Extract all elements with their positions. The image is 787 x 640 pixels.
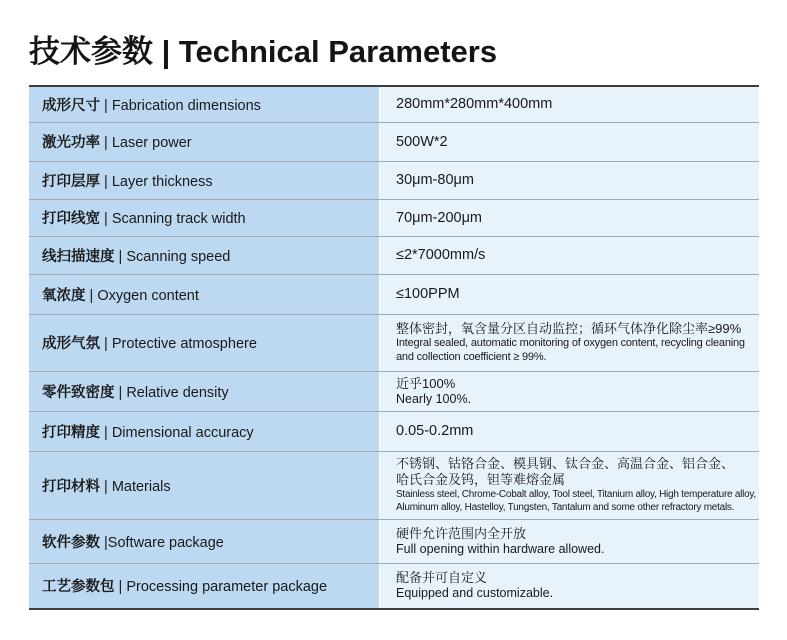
param-label — [29, 122, 380, 161]
table-row — [29, 314, 759, 371]
param-value: ≤100PPM — [380, 274, 760, 314]
table-row — [29, 563, 759, 609]
param-label — [29, 236, 380, 274]
table-row — [29, 451, 759, 519]
param-value — [380, 451, 760, 519]
param-label-en: | Scanning track width — [100, 211, 246, 227]
param-value — [380, 519, 760, 563]
param-label-zh: 成形气氛 — [42, 336, 100, 352]
param-value-zh: 近乎100% — [396, 375, 456, 391]
param-value: 0.05-0.2mm — [380, 411, 760, 451]
param-label — [29, 161, 380, 199]
param-label-zh: 打印线宽 — [42, 211, 100, 227]
param-label-en: | Laser power — [100, 135, 192, 151]
table-row — [29, 122, 759, 161]
param-label-en: |Software package — [100, 534, 224, 551]
table-row — [29, 161, 759, 199]
param-label-zh: 打印精度 — [42, 424, 100, 441]
param-label — [29, 199, 380, 236]
param-value: 500W*2 — [380, 122, 760, 161]
param-value-en: Integral sealed, automatic monitoring of oxygen content, recycling cleaning and collection coefficient ≥ 99%. — [396, 337, 745, 363]
param-value-en: Nearly 100%. — [396, 391, 472, 406]
param-value-zh: 整体密封，氧含量分区自动监控；循环气体净化除尘率≥99% — [396, 321, 742, 336]
param-label-zh: 工艺参数包 — [42, 579, 115, 596]
param-label-zh: 氧浓度 — [42, 287, 86, 304]
param-label-en: | Fabrication dimensions — [100, 97, 261, 114]
page-title: 技术参数 | Technical Parameters — [29, 34, 498, 69]
param-label-en: | Dimensional accuracy — [100, 424, 254, 441]
param-value-zh: 硬件允许范围内全开放 — [396, 525, 527, 541]
table-row — [29, 199, 759, 236]
param-value — [380, 563, 760, 609]
param-value — [380, 314, 760, 371]
param-label-zh: 成形尺寸 — [42, 97, 100, 114]
table-row — [29, 371, 759, 411]
table-row — [29, 86, 759, 122]
param-label — [29, 411, 380, 451]
param-label-en: | Oxygen content — [85, 287, 199, 304]
param-label — [29, 371, 380, 411]
param-label-zh: 软件参数 — [42, 534, 100, 551]
table-row — [29, 411, 759, 451]
param-label-en: | Scanning speed — [114, 248, 231, 265]
param-label — [29, 563, 380, 609]
parameters-table — [29, 85, 759, 610]
table-row — [29, 519, 759, 563]
param-value — [380, 371, 760, 411]
param-label-en: | Processing parameter package — [114, 579, 328, 596]
param-value-zh: 不锈钢、钴铬合金、模具钢、钛合金、高温合金、铝合金、哈氏合金及钨，钽等难熔金属 — [396, 456, 735, 487]
param-value: 280mm*280mm*400mm — [380, 86, 760, 122]
param-value-zh: 配备并可自定义 — [396, 570, 488, 586]
param-value: 30μm-80μm — [380, 161, 760, 199]
param-label-zh: 激光功率 — [42, 135, 100, 151]
param-value-en: Equipped and customizable. — [396, 586, 554, 601]
param-label-zh: 打印材料 — [42, 478, 100, 495]
param-label-zh: 打印层厚 — [42, 173, 100, 190]
param-value: 70μm-200μm — [380, 199, 760, 236]
param-label — [29, 274, 380, 314]
param-value-en: Stainless steel, Chrome-Cobalt alloy, Tool steel, Titanium alloy, High temperature alloy, Aluminum alloy, Hastelloy, Tungsten, Tantalum and some other refractory metals. — [396, 489, 756, 513]
param-label-en: | Materials — [100, 478, 171, 495]
table-row — [29, 236, 759, 274]
param-label — [29, 86, 380, 122]
param-value: ≤2*7000mm/s — [380, 236, 760, 274]
param-value-en: Full opening within hardware allowed. — [396, 541, 605, 556]
param-label — [29, 314, 380, 371]
param-label-zh: 线扫描速度 — [42, 248, 115, 265]
table-row — [29, 274, 759, 314]
param-label-en: | Protective atmosphere — [100, 336, 257, 352]
param-label — [29, 451, 380, 519]
param-label-en: | Layer thickness — [100, 173, 213, 190]
param-label — [29, 519, 380, 563]
param-label-en: | Relative density — [114, 384, 229, 401]
param-label-zh: 零件致密度 — [42, 384, 115, 401]
